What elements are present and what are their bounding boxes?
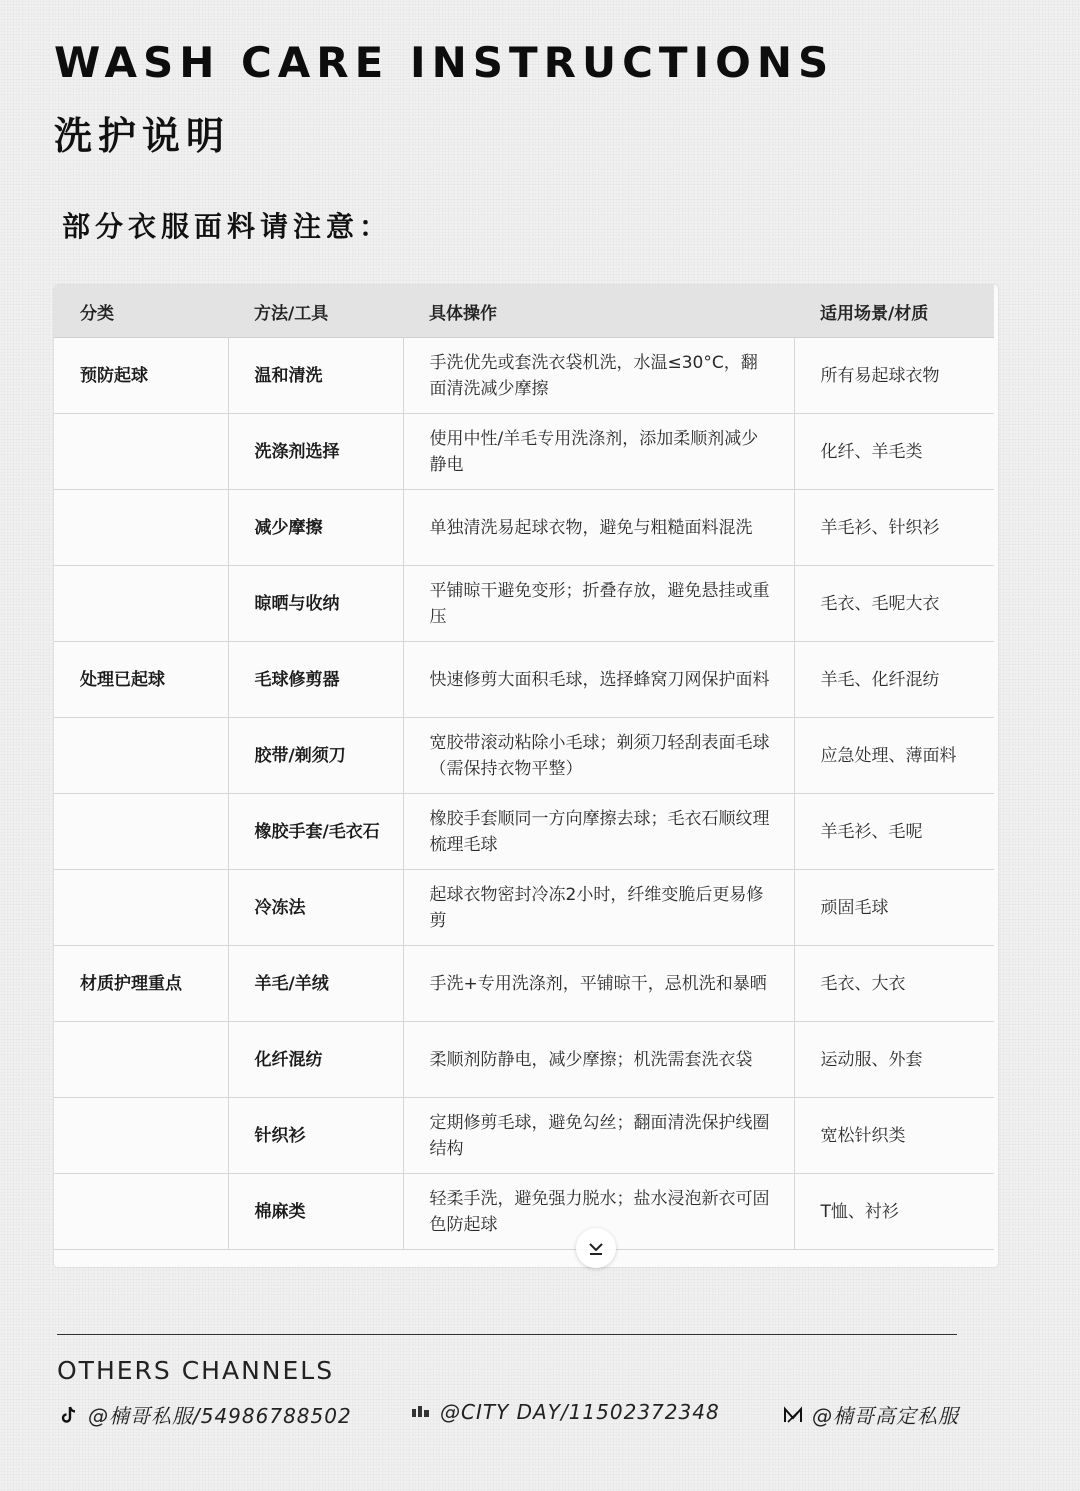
cell-operation: 宽胶带滚动粘除小毛球；剃须刀轻刮表面毛球（需保持衣物平整） xyxy=(403,718,794,794)
table-row xyxy=(54,1174,994,1250)
section-subtitle: 部分衣服面料请注意： xyxy=(62,210,393,243)
cell-scenario: 羊毛衫、针织衫 xyxy=(794,490,994,566)
table-header-row xyxy=(54,285,994,338)
cell-method: 毛球修剪器 xyxy=(228,642,403,718)
page-title-cn: 洗护说明 xyxy=(54,114,231,158)
cell-operation: 柔顺剂防静电，减少摩擦；机洗需套洗衣袋 xyxy=(403,1022,794,1098)
channel-city-day[interactable] xyxy=(410,1400,720,1424)
column-header-scenario: 适用场景/材质 xyxy=(794,285,994,338)
footer-heading: OTHERS CHANNELS xyxy=(57,1356,335,1385)
cell-operation: 手洗优先或套洗衣袋机洗，水温≤30°C，翻面清洗减少摩擦 xyxy=(403,338,794,414)
table-body xyxy=(54,338,994,1250)
cell-category xyxy=(54,1022,228,1098)
cell-method: 棉麻类 xyxy=(228,1174,403,1250)
column-header-operation: 具体操作 xyxy=(403,285,794,338)
channel-xiaohongshu-text: @楠哥高定私服 xyxy=(812,1404,959,1428)
cell-scenario: 运动服、外套 xyxy=(794,1022,994,1098)
cell-category xyxy=(54,718,228,794)
table-row xyxy=(54,870,994,946)
cell-category xyxy=(54,870,228,946)
care-table xyxy=(54,285,994,1250)
table-row xyxy=(54,1098,994,1174)
cell-scenario: 应急处理、薄面料 xyxy=(794,718,994,794)
cell-method: 胶带/剃须刀 xyxy=(228,718,403,794)
cell-operation: 使用中性/羊毛专用洗涤剂，添加柔顺剂减少静电 xyxy=(403,414,794,490)
table-row xyxy=(54,1022,994,1098)
table-row xyxy=(54,946,994,1022)
cell-category xyxy=(54,794,228,870)
table-row xyxy=(54,718,994,794)
cell-scenario: 毛衣、毛呢大衣 xyxy=(794,566,994,642)
care-table-container[interactable] xyxy=(54,285,998,1267)
cell-scenario: 羊毛、化纤混纺 xyxy=(794,642,994,718)
cell-operation: 快速修剪大面积毛球，选择蜂窝刀网保护面料 xyxy=(403,642,794,718)
xiaohongshu-icon xyxy=(782,1404,804,1426)
cell-scenario: 毛衣、大衣 xyxy=(794,946,994,1022)
column-header-category: 分类 xyxy=(54,285,228,338)
cell-scenario: 顽固毛球 xyxy=(794,870,994,946)
cell-operation: 轻柔手洗，避免强力脱水；盐水浸泡新衣可固色防起球 xyxy=(403,1174,794,1250)
cell-operation: 单独清洗易起球衣物，避免与粗糙面料混洗 xyxy=(403,490,794,566)
cell-method: 羊毛/羊绒 xyxy=(228,946,403,1022)
cell-category xyxy=(54,490,228,566)
table-row xyxy=(54,642,994,718)
table-row xyxy=(54,414,994,490)
channel-tiktok[interactable] xyxy=(58,1400,352,1429)
cell-method: 冷冻法 xyxy=(228,870,403,946)
channel-xiaohongshu[interactable] xyxy=(782,1400,959,1429)
cell-category: 处理已起球 xyxy=(54,642,228,718)
cell-operation: 平铺晾干避免变形；折叠存放，避免悬挂或重压 xyxy=(403,566,794,642)
page-title-en: WASH CARE INSTRUCTIONS xyxy=(54,38,835,87)
cell-method: 晾晒与收纳 xyxy=(228,566,403,642)
cell-category xyxy=(54,414,228,490)
cell-operation: 起球衣物密封冷冻2小时，纤维变脆后更易修剪 xyxy=(403,870,794,946)
cell-scenario: 化纤、羊毛类 xyxy=(794,414,994,490)
footer-divider xyxy=(57,1334,957,1335)
tiktok-icon xyxy=(58,1404,80,1426)
column-header-method: 方法/工具 xyxy=(228,285,403,338)
cell-method: 针织衫 xyxy=(228,1098,403,1174)
cell-scenario: T恤、衬衫 xyxy=(794,1174,994,1250)
chevron-down-icon xyxy=(585,1237,607,1259)
scroll-down-button[interactable] xyxy=(576,1228,616,1268)
cell-scenario: 羊毛衫、毛呢 xyxy=(794,794,994,870)
table-row xyxy=(54,338,994,414)
channel-tiktok-text: @楠哥私服/54986788502 xyxy=(88,1404,352,1428)
cell-method: 橡胶手套/毛衣石 xyxy=(228,794,403,870)
channel-city-day-text: @CITY DAY/11502372348 xyxy=(440,1400,720,1424)
table-row xyxy=(54,490,994,566)
cell-category xyxy=(54,1174,228,1250)
table-row xyxy=(54,794,994,870)
cell-method: 减少摩擦 xyxy=(228,490,403,566)
cell-method: 温和清洗 xyxy=(228,338,403,414)
cell-scenario: 所有易起球衣物 xyxy=(794,338,994,414)
table-row xyxy=(54,566,994,642)
cell-category xyxy=(54,566,228,642)
cell-method: 化纤混纺 xyxy=(228,1022,403,1098)
cell-scenario: 宽松针织类 xyxy=(794,1098,994,1174)
cell-operation: 橡胶手套顺同一方向摩擦去球；毛衣石顺纹理梳理毛球 xyxy=(403,794,794,870)
cell-operation: 手洗+专用洗涤剂，平铺晾干，忌机洗和暴晒 xyxy=(403,946,794,1022)
cell-category xyxy=(54,1098,228,1174)
cell-operation: 定期修剪毛球，避免勾丝；翻面清洗保护线圈结构 xyxy=(403,1098,794,1174)
cell-category: 预防起球 xyxy=(54,338,228,414)
city-day-icon xyxy=(410,1401,432,1423)
cell-method: 洗涤剂选择 xyxy=(228,414,403,490)
cell-category: 材质护理重点 xyxy=(54,946,228,1022)
